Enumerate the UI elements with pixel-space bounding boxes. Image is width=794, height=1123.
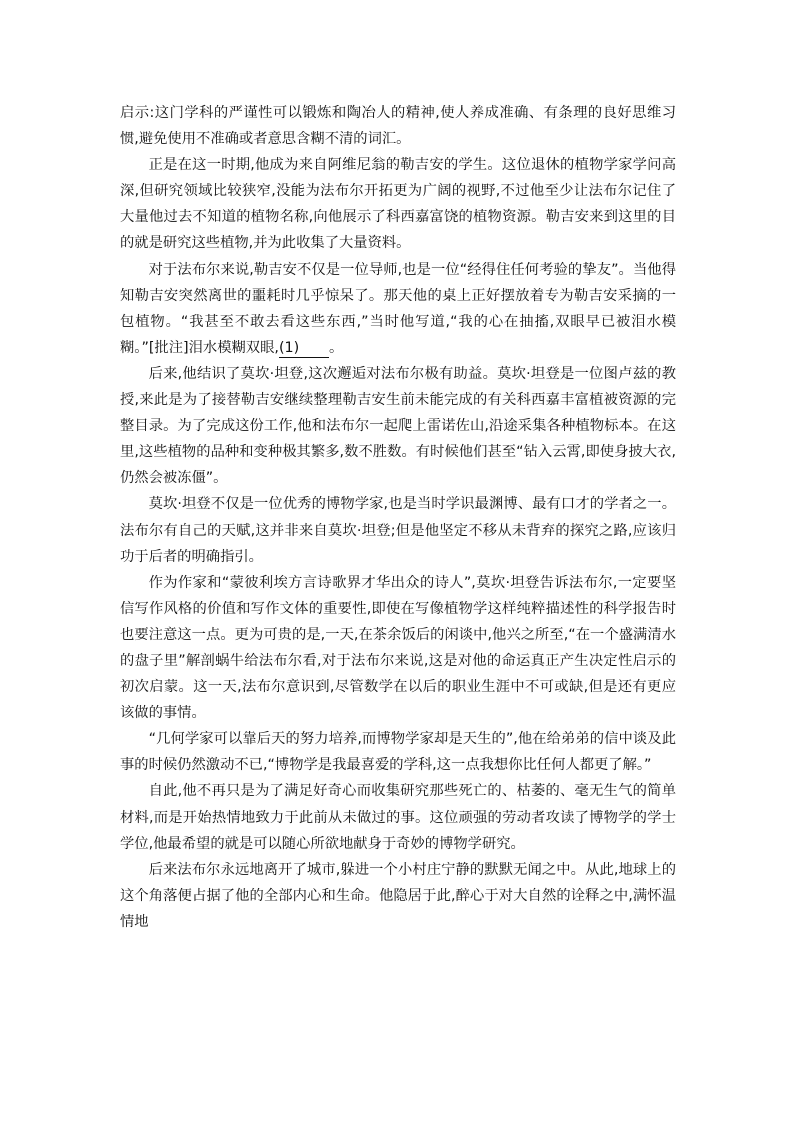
paragraph-2: [120, 152, 676, 256]
paragraph-1: [120, 100, 676, 152]
paragraph-1-text: 启示:这门学科的严谨性可以锻炼和陶冶人的精神,使人养成准确、有条理的良好思维习惯,避免使用不准确或者意思含糊不清的词汇。: [120, 105, 676, 148]
paragraph-7: [120, 726, 676, 778]
paragraph-9-text: 后来法布尔永远地离开了城市,躲进一个小村庄宁静的默默无闻之中。从此,地球上的这个角落便占据了他的全部内心和生命。他隐居于此,醉心于对大自然的诠释之中,满怀温情地: [120, 861, 676, 930]
answer-blank-1: (1): [279, 339, 329, 358]
paragraph-3-ending: 。: [328, 339, 344, 356]
paragraph-7-text: “几何学家可以靠后天的努力培养,而博物学家却是天生的”,他在给弟弟的信中谈及此事的时候仍然激动不已,“博物学是我最喜爱的学科,这一点我想你比任何人都更了解。”: [120, 731, 676, 774]
paragraph-4: [120, 361, 676, 491]
paragraph-9: [120, 857, 676, 935]
paragraph-6-text: 作为作家和“蒙彼利埃方言诗歌界才华出众的诗人”,莫坎·坦登告诉法布尔,一定要坚信写作风格的价值和写作文体的重要性,即使在写像植物学这样纯粹描述性的科学报告时也要注意这一点。更为可贵的是,一天,在茶余饭后的闲谈中,他兴之所至,“在一个盛满清水的盘子里”解剖蜗牛给法布尔看,对于法布尔来说,这是对他的命运真正产生决定性启示的初次启蒙。这一天,法布尔意识到,尽管数学在以后的职业生涯中不可或缺,但是还有更应该做的事情。: [120, 574, 676, 722]
paragraph-4-text: 后来,他结识了莫坎·坦登,这次邂逅对法布尔极有助益。莫坎·坦登是一位图卢兹的教授,来此是为了接替勒吉安继续整理勒吉安生前未能完成的有关科西嘉丰富植被资源的完整目录。为了完成这份工作,他和法布尔一起爬上雷诺佐山,沿途采集各种植物标本。在这里,这些植物的品种和变种极其繁多,数不胜数。有时候他们甚至“钻入云霄,即使身披大衣,仍然会被冻僵”。: [120, 365, 676, 487]
paragraph-3-text: 对于法布尔来说,勒吉安不仅是一位导师,也是一位“经得住任何考验的挚友”。当他得知勒吉安突然离世的噩耗时几乎惊呆了。那天他的桌上正好摆放着专为勒吉安采摘的一包植物。“我甚至不敢去看这些东西,”当时他写道,“我的心在抽搐,双眼早已被泪水模糊。”[批注]泪水模糊双眼,: [120, 261, 676, 356]
paragraph-8-text: 自此,他不再只是为了满足好奇心而收集研究那些死亡的、枯萎的、毫无生气的简单材料,而是开始热情地致力于此前从未做过的事。这位顽强的劳动者攻读了博物学的学士学位,他最希望的就是可以随心所欲地献身于奇妙的博物学研究。: [120, 783, 676, 852]
paragraph-6: [120, 570, 676, 727]
paragraph-3: [120, 257, 676, 361]
paragraph-8: [120, 778, 676, 856]
paragraph-5-text: 莫坎·坦登不仅是一位优秀的博物学家,也是当时学识最渊博、最有口才的学者之一。法布尔有自己的天赋,这并非来自莫坎·坦登;但是他坚定不移从未背弃的探究之路,应该归功于后者的明确指引。: [120, 496, 676, 565]
paragraph-2-text: 正是在这一时期,他成为来自阿维尼翁的勒吉安的学生。这位退休的植物学家学问高深,但研究领域比较狭窄,没能为法布尔开拓更为广阔的视野,不过他至少让法布尔记住了大量他过去不知道的植物名称,向他展示了科西嘉富饶的植物资源。勒吉安来到这里的目的就是研究这些植物,并为此收集了大量资料。: [120, 157, 676, 252]
paragraph-5: [120, 491, 676, 569]
document-page: [120, 100, 676, 935]
